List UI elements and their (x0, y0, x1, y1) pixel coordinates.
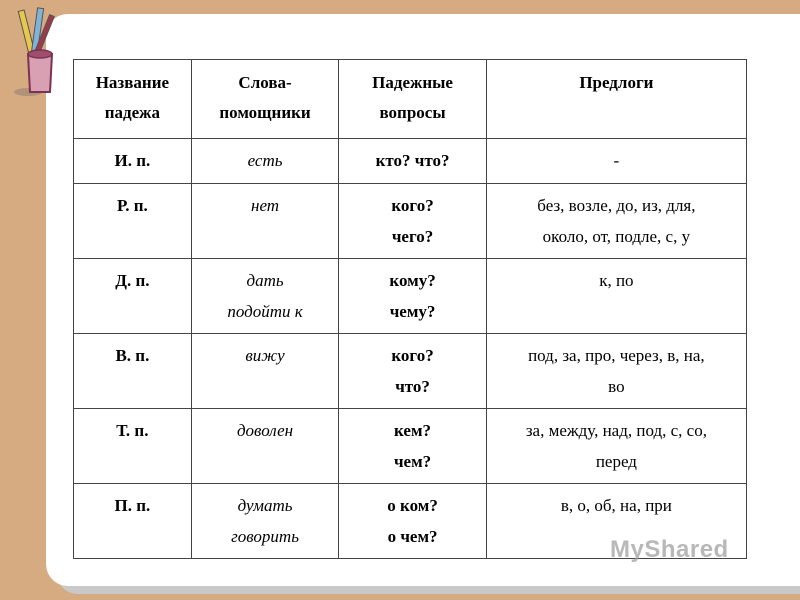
helper-word: говорить (231, 527, 299, 546)
table-row (74, 139, 747, 184)
preposition-text: около, от, подле, с, у (542, 227, 691, 246)
question-cell (339, 409, 486, 484)
helper-word: нет (251, 196, 280, 215)
question-text: кого? (391, 196, 434, 215)
case-cell: И. п. (74, 139, 192, 184)
header-case-questions: Падежные вопросы (339, 60, 486, 139)
case-cell: В. п. (74, 334, 192, 409)
preposition-text: без, возле, до, из, для, (537, 196, 696, 215)
helper-cell (191, 409, 339, 484)
case-cell: Д. п. (74, 259, 192, 334)
helper-cell (191, 184, 339, 259)
question-text: кому? (389, 271, 436, 290)
preposition-text: в, о, об, на, при (560, 496, 672, 515)
question-text: что? (395, 377, 430, 396)
preposition-cell (486, 259, 746, 334)
helper-cell (191, 139, 339, 184)
grammar-cases-table (73, 59, 747, 559)
table-row (74, 184, 747, 259)
question-text: чем? (393, 452, 432, 471)
preposition-text: за, между, над, под, с, со, (525, 421, 707, 440)
question-text: кто? что? (375, 151, 450, 170)
question-cell (339, 484, 486, 559)
question-text: чему? (389, 302, 436, 321)
question-text: кем? (394, 421, 432, 440)
preposition-text: к, по (599, 271, 634, 290)
preposition-text: - (613, 151, 620, 170)
table-header-row (74, 60, 747, 139)
question-text: кого? (391, 346, 434, 365)
helper-word: подойти к (227, 302, 303, 321)
helper-cell (191, 484, 339, 559)
question-text: о чем? (387, 527, 438, 546)
preposition-cell (486, 409, 746, 484)
question-cell (339, 334, 486, 409)
preposition-text: перед (595, 452, 637, 471)
helper-cell (191, 259, 339, 334)
question-text: чего? (391, 227, 434, 246)
preposition-cell (486, 184, 746, 259)
table-row (74, 409, 747, 484)
helper-word: доволен (236, 421, 294, 440)
question-cell (339, 259, 486, 334)
watermark-text: MyShared (610, 536, 729, 563)
question-cell (339, 184, 486, 259)
preposition-cell (486, 139, 746, 184)
case-cell: Р. п. (74, 184, 192, 259)
helper-word: думать (237, 496, 293, 515)
question-cell (339, 139, 486, 184)
header-prepositions: Предлоги (486, 60, 746, 139)
table-row (74, 334, 747, 409)
preposition-text: во (608, 377, 625, 396)
helper-word: дать (246, 271, 284, 290)
question-text: о ком? (387, 496, 438, 515)
helper-cell (191, 334, 339, 409)
case-cell: Т. п. (74, 409, 192, 484)
header-helper-words: Слова-помощники (191, 60, 339, 139)
table-row (74, 259, 747, 334)
helper-word: есть (247, 151, 283, 170)
pencil-cup-icon (4, 4, 68, 96)
helper-word: вижу (245, 346, 285, 365)
header-case-name: Название падежа (74, 60, 192, 139)
case-cell: П. п. (74, 484, 192, 559)
preposition-cell (486, 334, 746, 409)
preposition-text: под, за, про, через, в, на, (528, 346, 705, 365)
